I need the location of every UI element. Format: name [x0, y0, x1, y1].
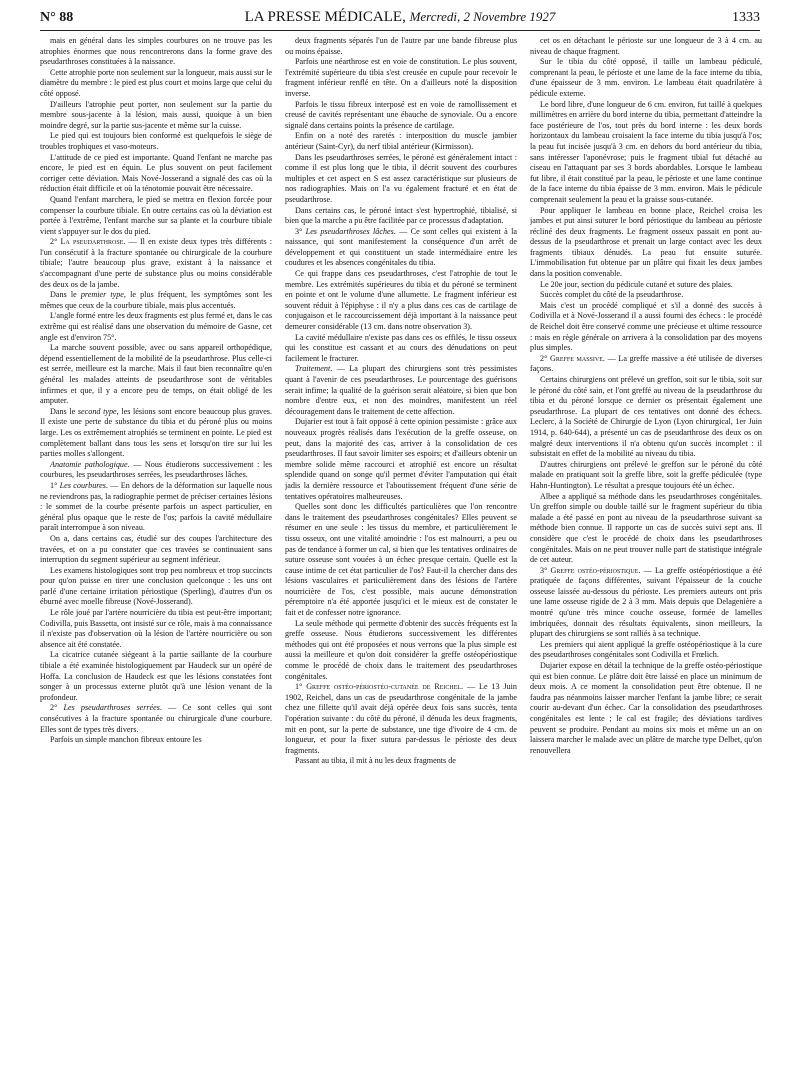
paragraph-text: Parfois un simple manchon fibreux entoure les — [50, 735, 202, 745]
paragraph-text: La cavité médullaire n'existe pas dans ces os effilés, le tissu osseux qui les constitue est cassant et au cours des dénudations on peut facilement le fracturer. — [285, 332, 517, 363]
paragraph — [285, 682, 517, 756]
paragraph — [40, 153, 272, 195]
paragraph — [530, 280, 762, 291]
paragraph-text: Les examens histologiques sont trop peu nombreux et trop succincts pour qu'on puisse en tirer une conclusion quelconque : les uns ont parlé d'une certaine irritation périostique (Sperling), d'autres d'un os éburné avec moelle fibreuse (Nové-Josserand). — [40, 565, 272, 607]
paragraph — [285, 36, 517, 57]
paragraph-text: Le 20e jour, section du pédicule cutané et suture des plaies. — [540, 279, 733, 289]
paragraph-text: Parfois une néarthrose est en voie de constitution. Le plus souvent, l'extrémité supérieure du tibia s'est creusée en cupule pour recevoir le fragment inférieur renflé en tête. On a d'ailleurs noté la disposition inverse. — [285, 57, 517, 98]
paragraph-text: Sur le tibia du côté opposé, il taille un lambeau pédiculé, comprenant la peau, le périoste et une lame de la face interne du tibia, d'une épaisseur de 3 mm. environ. Le lambeau était quadrilatère à pédicule externe. — [530, 57, 762, 98]
paragraph-text: . — En dehors de la déformation sur laquelle nous ne reviendrons pas, la radiographie permet de préciser certaines lésions : le sommet de la courbe présente parfois un aspect particulier, en général plus opaque que le reste de l'os; parfois la cavité médullaire paraît interrompue à son niveau. — [40, 480, 272, 533]
paragraph-text: — Il en existe deux types très différents : l'un consécutif à la fracture spontanée ou chirurgicale de la courbure tibiale; l'autre beaucoup plus grave, existant à la naissance et s'accompagnant d'une perte de substance plus ou moins considérable des deux os de la jambe. — [40, 237, 272, 289]
paragraph — [285, 502, 517, 619]
paragraph — [285, 100, 517, 132]
paragraph-text: Le rôle joué par l'artère nourricière du tibia est peut-être important; Codivilla, puis Bassetta, ont insisté sur ce rôle, mais à ma connaissance il n'existe pas d'observation où la lésion de l'artère nourricière ou son absence ait été constatée. — [40, 608, 272, 649]
paragraph-text: . — La plupart des chirurgiens sont très pessimistes quant à l'avenir de ces pseudarthroses. Le pourcentage des guérisons serait infime; la qualité de la guérison serait aléatoire, si bien que bon nombre d'entre eux, et non des moindres, manifestent un réel découragement dans le traitement de cette affection. — [285, 364, 517, 416]
paragraph — [530, 566, 762, 640]
page-header — [40, 8, 760, 31]
paragraph — [530, 640, 762, 661]
paragraph — [530, 57, 762, 99]
paragraph-text: La seule méthode qui permette d'obtenir des succès fréquents est la greffe osseuse. Nous étudierons successivement les différentes méthodes qui ont été proposées et nous verrons que la plus simple est aussi la meilleure et qu'on doit considérer la greffe ostéopériostique comme le procédé de choix dans le traitement des pseudarthroses congénitales. — [285, 618, 517, 681]
paragraph-text: Passant au tibia, il mit à nu les deux fragments de — [295, 756, 456, 766]
paragraph-text: L'angle formé entre les deux fragments est plus fermé et, dans le cas extrême qui est réalisé dans une observation du mémoire de Gasne, cet angle est d'environ 75°. — [40, 311, 272, 342]
paragraph-text: Albee a appliqué sa méthode dans les pseudarthroses congénitales. Un greffon simple ou double taillé sur le fragment supérieur du tibia malade a été passé en pont au niveau de la pseudarthrose suivant sa méthode bien connue. Il rapporte un cas de succès suivi sept ans. Il considère que c'est le procédé de choix dans les pseudarthroses congénitales. Mais on ne peut trouver nulle part de statistique intégrale de cet auteur. — [530, 491, 762, 565]
paragraph-text: mais en général dans les simples courbures on ne trouve pas les atrophies énormes que nous rencontrerons dans la forme grave des pseudarthroses constituées à la naissance. — [40, 36, 272, 67]
paragraph — [285, 206, 517, 227]
paragraph — [530, 354, 762, 375]
page-number: 1333 — [732, 10, 760, 25]
paragraph — [285, 364, 517, 417]
paragraph — [285, 619, 517, 683]
paragraph — [530, 460, 762, 492]
paragraph — [530, 100, 762, 206]
paragraph-text: L'attitude de ce pied est importante. Quand l'enfant ne marche pas encore, le pied est en équin. Le plus souvent on peut facilement corriger cette déviation. Mais Nové-Josserand a signalé des cas où la réduction était difficile et où la ténotomie pouvait être nécessaire. — [40, 152, 272, 194]
paragraph — [40, 703, 272, 735]
paragraph-text: Cette atrophie porte non seulement sur la longueur, mais aussi sur le diamètre du membre : le pied est plus court et moins large que celui du côté opposé. — [40, 67, 272, 98]
paragraph — [40, 68, 272, 100]
paragraph-lead: Dans le — [50, 290, 81, 300]
paragraph — [40, 650, 272, 703]
paragraph-text: Pour appliquer le lambeau en bonne place, Reichel croisa les jambes et put ainsi suturer le bord périostique du lambeau au périoste récliné des deux fragments. Le fragment osseux passait en pont au-dessus de la pseudarthrose et prenait un large contact avec les deux fragments tibiaux dénudés. La peau fut ensuite suturée. L'immobilisation fut obtenue par un plâtre qui fixait les deux jambes dans la position convenable. — [530, 205, 762, 279]
paragraph — [530, 661, 762, 756]
paragraph-text: deux fragments séparés l'un de l'autre par une bande fibreuse plus ou moins épaisse. — [285, 36, 517, 56]
paragraph — [40, 343, 272, 407]
paragraph — [40, 566, 272, 608]
issue-date: Mercredi, 2 Novembre 1927 — [409, 9, 556, 24]
paragraph — [40, 36, 272, 68]
paragraph-text: La cicatrice cutanée siégeant à la partie saillante de la courbure tibiale a été examinée histologiquement par Haudeck sur un opéré de Hoffa. La conclusion de Haudeck est que les lésions constatées font songer à un processus externe plutôt qu'à une lésion venant de la profondeur. — [40, 650, 272, 702]
paragraph — [40, 290, 272, 311]
paragraph-text: Dans les pseudarthroses serrées, le péroné est généralement intact : comme il est plus long que le tibia, il décrit souvent des courbures multiples et cet aspect en S est assez caractéristique sur plusieurs de nos radiographies. Mais on l'a vu également fracturé et en état de pseudarthrose. — [285, 152, 517, 204]
section-heading: 1° Greffe ostéo-périostéo-cutanée de Reichel. — [295, 682, 464, 692]
paragraph — [285, 153, 517, 206]
emphasis: Les pseudarthroses lâches — [305, 226, 394, 236]
paragraph-text: — La greffe ostéopériostique a été pratiquée de façons différentes, suivant l'épaisseur de la couche osseuse laissée au-dessous du périoste. Les premiers auteurs ont pris une lame osseuse rigide de 2 à 3 mm. Mais depuis que Delagenière a montré qu'une très mince couche osseuse, formée de lamelles imbriquées, donnait des résultats équivalents, sinon meilleurs, la plupart des chirurgiens se sont ralliés à sa technique. — [530, 565, 762, 639]
paragraph — [285, 417, 517, 502]
paragraph-text: Dujarier est tout à fait opposé à cette opinion pessimiste : grâce aux nouveaux progrès réalisés dans l'exécution de la greffe osseuse, on peut, dans la majorité des cas, arriver à la consolidation de ces pseudarthroses. Il faut savoir limiter ses espoirs; et d'ailleurs obtenir un membre solide même raccourci et atrophié est encore un résultat splendide quand on songe qu'il permet d'éviter l'amputation qui était jadis la dernière ressource et l'aboutissement fréquent d'une série de tentatives opératoires malheureuses. — [285, 417, 517, 501]
emphasis: Traitement — [295, 364, 331, 374]
emphasis: premier type — [80, 290, 124, 300]
paragraph-text: Mais c'est un procédé compliqué et s'il a donné des succès à Codivilla et à Nové-Josserand il a aussi fourni des échecs : le procédé de Reichel doit être conservé comme une précieuse et ultime ressource : mais en règle générale on arrivera à la consolidation par des moyens plus simples. — [530, 300, 762, 353]
paragraph — [285, 227, 517, 269]
paragraph-text: Quelles sont donc les difficultés particulières que l'on rencontre dans le traitement des pseudarthroses congénitales? Elles peuvent se résumer en une seule : les tissus du membre, et particulièrement le tissu osseux, ont une vitalité amoindrie : l'os est malnourri, a peu ou pas de tendance à former un cal, si bien que les tentatives ordinaires de suture osseuse sont vouées à un échec presque certain. Quelle est la cause intime de cet état particulier de l'os? Faut-il la chercher dans des lésions vasculaires et particulièrement dans des lésions de l'artère nourricière de l'os, c'est possible, mais aucune démonstration péremptoire n'a été apportée jusqu'ici et le mieux est de constater le fait et de confesser notre ignorance. — [285, 502, 517, 618]
paragraph — [40, 534, 272, 566]
column-1 — [40, 36, 272, 1076]
paragraph-text: Ce qui frappe dans ces pseudarthroses, c'est l'atrophie de tout le membre. Les extrémités supérieures du tibia et du péroné se terminent en pointe et ont le volume d'une allumette. Le fragment inférieur est souvent réduit à l'épiphyse : il n'y a plus dans ces cas de cartilage de conjugaison et le raccourcissement déjà important à la naissance peut demeurer considérable (13 cm. dans notre observation 3). — [285, 269, 517, 332]
emphasis: Anatomie pathologique — [50, 459, 128, 469]
paragraph — [40, 237, 272, 290]
paragraph — [285, 756, 517, 767]
paragraph — [40, 131, 272, 152]
paragraph-lead: 2° — [50, 703, 64, 713]
section-heading: 2° Greffe massive. — [540, 353, 605, 363]
paragraph-text: Le pied qui est toujours bien conformé est quelquefois le siège de troubles trophiques et vaso-moteurs. — [40, 131, 272, 151]
paragraph — [530, 206, 762, 280]
paragraph-text: , le plus fréquent, les symptômes sont les mêmes que ceux de la courbure tibiale, mais plus accentués. — [40, 290, 272, 310]
paragraph — [285, 57, 517, 99]
paragraph — [285, 131, 517, 152]
paragraph — [40, 460, 272, 481]
paragraph — [530, 36, 762, 57]
paragraph — [530, 301, 762, 354]
paragraph-text: , les lésions sont encore beaucoup plus graves. Il existe une perte de substance du tibia et du péroné plus ou moins large. Les os extrêmement atrophiés se terminent en pointe. Le pied est complètement ballant dans tous les sens et lorsqu'on tire sur lui les parties molles s'allongent. — [40, 406, 272, 459]
paragraph — [40, 407, 272, 460]
paragraph-text: D'autres chirurgiens ont prélevé le greffon sur le péroné du côté malade en pratiquant soit la greffe libre, soit la greffe pédiculée (type Hahn-Huntington). Le résultat a presque toujours été un échec. — [530, 459, 762, 490]
column-2 — [285, 36, 517, 1076]
paragraph-text: Succès complet du côté de la pseudarthrose. — [540, 290, 684, 300]
section-heading: 3° Greffe ostéo-périostique. — [540, 565, 641, 575]
paragraph — [40, 195, 272, 237]
paragraph-text: Dujarier expose en détail la technique de la greffe ostéo-périostique qui est bien connue. Le plâtre doit être laissé en place un minimum de deux mois. A ce moment la consolidation peut être obtenue. Il ne faudra pas néanmoins laisser marcher l'enfant la jambe libre; ce serait courir au-devant d'un échec. Car la consolidation des pseudarthroses congénitales est lente ; le cal est fragile; des déviations tardives peuvent se produire. Pendant au moins six mois et même un an on laissera marcher le malade avec un plâtre de marche type Delbet, qu'on renouvellera — [530, 661, 762, 755]
column-3 — [530, 36, 762, 1076]
paragraph — [40, 311, 272, 343]
emphasis: Les pseudarthroses serrées — [63, 703, 160, 713]
paragraph-text: Enfin on a noté des raretés : interposition du muscle jambier antérieur (Saint-Cyr), du nerf tibial antérieur (Kirmisson). — [285, 131, 517, 151]
emphasis: Les courbures — [59, 480, 106, 490]
paragraph-text: Les premiers qui aient appliqué la greffe ostéopériostique à la cure des pseudarthroses congénitales sont Codivilla et Frœlich. — [530, 639, 762, 660]
paragraph — [530, 375, 762, 460]
emphasis: second type — [77, 406, 117, 416]
paragraph-text: . — Ce sont celles qui existent à la naissance, qui sont manifestement la conséquence d'un arrêt de développement et qui constituent un stade intermédiaire entre les coudures et les absences congénitales du tibia. — [285, 226, 517, 268]
paragraph-text: D'ailleurs l'atrophie peut porter, non seulement sur la partie du membre sous-jacente à la lésion, mais aussi, quoique à un bien moindre degré, sur la partie sus-jacente et même sur la cuisse. — [40, 99, 272, 130]
article-body — [40, 36, 762, 1076]
issue-number: N° 88 — [40, 10, 74, 25]
paragraph-text: Certains chirurgiens ont prélevé un greffon, soit sur le tibia, soit sur le péroné du côté sain, et l'ont greffé au niveau de la pseudarthrose du tibia et du péroné lorsque ce dernier os présentait également une pseudarthrose. La plupart de ces tentatives ont donné des échecs. Leclerc, à la Société de Chirurgie de Lyon (Lyon chirurgical, 1er Juin 1914, p. 640-644), a présenté un cas de pseudarthrose des deux os on malgré deux interventions il n'a obtenu qu'un succès incomplet : il subsistait en effet de la mobilité au niveau du tibia. — [530, 375, 762, 459]
paragraph-text: Quand l'enfant marchera, le pied se mettra en flexion forcée pour compenser la courbure tibiale. En outre certains cas où la déviation est portée à l'extrême, l'enfant marche sur sa plante et la courbure tibiale vient s'appuyer sur le dos du pied. — [40, 194, 272, 236]
running-title — [40, 9, 760, 26]
paragraph-lead: 1° — [50, 480, 60, 490]
paragraph — [285, 269, 517, 333]
paragraph — [40, 608, 272, 650]
paragraph-text: — La greffe massive a été utilisée de diverses façons. — [530, 353, 762, 374]
paragraph-text: Dans certains cas, le péroné intact s'est hypertrophié, tibialisé, si bien que la marche a pu être facilitée par ce processus d'adaptation. — [285, 205, 517, 226]
paragraph — [40, 735, 272, 746]
paragraph — [40, 100, 272, 132]
paragraph-text: Le bord libre, d'une longueur de 6 cm. environ, fut taillé à quelques millimètres en arrière du bord interne du tibia, permettant d'atteindre la face postérieure de l'os, tout près du bord interne : les deux bords horizontaux du lambeau croisaient la face interne du tibia jusqu'à l'os; la peau fut incisée jusqu'à 3 cm. en dehors du bord antérieur du tibia, sans intéresser l'aponévrose; puis le fragment tibial fut détaché au ciseau en l'attaquant par ses 3 bords abordables. Lorsque le lambeau fut libre, il était constitué par la peau, le périoste et une lame continue de la face interne du tibia épaisse de 3 mm. environ. Mais le pédicule comprenait seulement la peau et la graisse sous-cutanée. — [530, 99, 762, 204]
paragraph-text: Parfois le tissu fibreux interposé est en voie de ramollissement et creusé de cavités représentant une ébauche de synoviale. Ou a encore signalé dans certains points la présence de cartilage. — [285, 99, 517, 130]
paragraph-text: cet os en détachant le périoste sur une longueur de 3 à 4 cm. au niveau de chaque fragment. — [530, 36, 762, 56]
paragraph-lead: Dans le — [50, 406, 78, 416]
paragraph — [530, 290, 762, 301]
paragraph-text: . — Ce sont celles qui sont consécutives à la fracture spontanée ou chirurgicale d'une courbure. Elles sont de types très divers. — [40, 703, 272, 734]
journal-title: LA PRESSE MÉDICALE, — [244, 9, 406, 25]
paragraph — [285, 333, 517, 365]
section-heading: 2° La pseudarthrose. — [50, 237, 126, 247]
paragraph-text: . — Nous étudierons successivement : les courbures, les pseudarthroses serrées, les pseudarthroses lâches. — [40, 459, 272, 480]
paragraph-text: La marche souvent possible, avec ou sans appareil orthopédique, dépend essentiellement de la mobilité de la pseudarthrose. Plus celle-ci est serrée, meilleure est la marche. Mais il faut bien reconnaître qu'en général les malades atteints de pseudarthrose sont de véritables infirmes et que, il y a encore peu de temps, on était obligé de les amputer. — [40, 343, 272, 406]
paragraph — [40, 481, 272, 534]
paragraph — [530, 492, 762, 566]
paragraph-text: On a, dans certains cas, étudié sur des coupes l'architecture des travées, et on a pu constater que ces travées se continuaient sans interruption du segment supérieur au segment inférieur. — [40, 533, 272, 565]
paragraph-text: — Le 13 Juin 1902, Reichel, dans un cas de pseudarthrose congénitale de la jambe chez une fillette qu'il avait déjà opérée deux fois sans succès, tenta l'opération suivante : du côté du péroné, il dénuda les deux fragments, mit en pont, sur la perte de substance, une tige d'ivoire de 4 cm. de longueur, et pour la fixer sutura par-dessus le périoste des deux fragments. — [285, 682, 517, 755]
paragraph-lead: 3° — [295, 226, 306, 236]
